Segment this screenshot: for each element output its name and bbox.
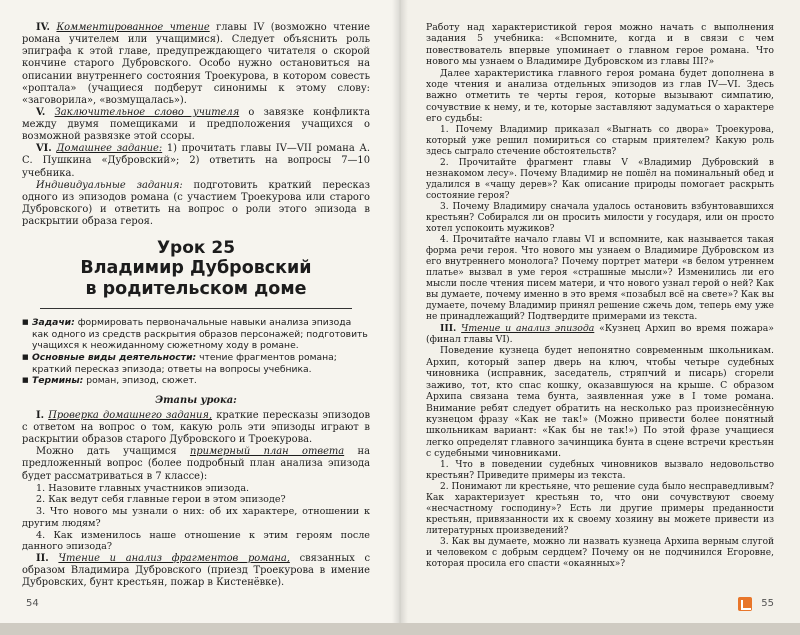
plan-item: 1. Назовите главных участников эпизода.	[36, 482, 250, 494]
question-item: 3. Как вы думаете, можно ли назвать кузнеца Архипа верным слугой и человеком с добрым сердцем? Почему он не подчинился Егоровне, которая просила его спасти «окаянных»?	[426, 536, 774, 569]
right-page	[400, 0, 800, 635]
right-column	[426, 22, 774, 570]
question-item: 1. Почему Владимир приказал «Выгнать со двора» Троекурова, который уже решил помириться со старым приятелем? Какую роль здесь сыграло стечение обстоятельств?	[426, 124, 774, 157]
para-ii: II. Чтение и анализ фрагментов романа, связанных с образом Владимира Дубровского (приезд Троекурова в имение Дубровских, бунт крестьян, пожар в Кистенёвке).	[22, 553, 371, 589]
lesson-goals	[22, 317, 370, 387]
question-item: 2. Понимают ли крестьяне, что решение суда было несправедливым? Как характеризует крестьян то, что они сочувствуют своему «несчастному господину»? Есть ли другие примеры преданности крестьян, привязанности их к своему хозяину вы можете привести из литературных произведений?	[426, 481, 774, 536]
book-gutter	[392, 0, 408, 635]
bottom-edge	[0, 623, 800, 635]
left-column	[22, 22, 370, 589]
goal-terms: ■ Термины: роман, эпизод, сюжет.	[22, 375, 370, 387]
para-individual: Индивидуальные задания: подготовить краткий пересказ одного из эпизодов романа (с участием Троекурова или старого Дубровского) и ответить на вопрос о роли этого эпизода в раскрытии образа героя.	[22, 179, 371, 227]
para-plan: Можно дать учащимся примерный план ответа на предложенный вопрос (более подробный план анализа эпизода будет рассматриваться в 7 классе):	[22, 446, 370, 482]
question-list-two	[426, 460, 774, 570]
question-item: 4. Прочитайте начало главы VI и вспомните, как называется такая форма речи героя. Что нового мы узнаем о Владимире Дубровском из его внутреннего монолога? Почему портрет матери «в белом утреннем платье» вызвал в уме героя «страшные мысли»? Изменились ли его мысли после чтения писем матери, и что нового узнал герой о ней? Как вы думаете, почему именно в это время «позабыл всё на свете»? Как вы думаете, почему Владимир принял решение сжечь дом, теперь ему уже не принадлежащий? Подтвердите примерами из текста.	[426, 234, 774, 322]
question-item: 3. Почему Владимиру сначала удалось остановить взбунтовавшихся крестьян? Собирался ли он просить милости у государя, или он просто хотел успокоить мужиков?	[426, 201, 774, 234]
para-vi: VI. Домашнее задание: 1) прочитать главы IV—VII романа А. С. Пушкина «Дубровский»; 2) ответить на вопросы 7—10 учебника.	[22, 143, 371, 179]
goal-activities: ■ Основные виды деятельности: чтение фрагментов романа; краткий пересказ эпизода; ответы на вопросы учебника.	[22, 352, 370, 375]
lesson-title: Владимир Дубровский в родительском доме	[40, 254, 352, 309]
page-number-left: 54	[26, 598, 39, 609]
para-i: I. Проверка домашнего задания, краткие пересказы эпизодов с ответом на вопрос о том, какую роль эти эпизоды играют в раскрытии образов старого Дубровского и Троекурова.	[22, 409, 371, 446]
plan-list	[22, 483, 370, 553]
question-item: 2. Прочитайте фрагмент главы V «Владимир Дубровский в незнакомом лесу». Почему Владимир не пошёл на поминальный обед и удалился в «чащу дерев»? Как описание природы помогает раскрыть состояние героя?	[426, 157, 774, 201]
publisher-logo-icon	[738, 597, 752, 611]
plan-phrase: примерный план ответа	[189, 446, 345, 458]
question-item: 1. Что в поведении судебных чиновников вызвало недовольство крестьян? Приведите примеры из текста.	[426, 459, 774, 481]
para-behavior: Поведение кузнеца будет непонятно современным школьникам. Архип, который запер дверь на ключ, чтобы четыре судебных чиновника (исправник, заседатель, стряпчий и писарь) сгорели заживо, тот, кто спас кошку, оказавшуюся на крыше. С образом Архипа связана тема бунта, заявленная уже в I томе романа. Внимание ребят следует обратить на несколько раз произнесённую кузнецом фразу «Как не так!» (Можно привести более понятный школьникам вариант: «Как бы не так!») По этой фразе учащиеся легко определят главного зачинщика бунта в сцене встречи крестьян с судебными чиновниками.	[426, 345, 774, 460]
para-iii: III. Чтение и анализ эпизода «Кузнец Архип во время пожара» (финал главы VI).	[426, 322, 774, 346]
stages-heading: Этапы урока:	[155, 394, 237, 406]
para-v: V. Заключительное слово учителя о завязке конфликта между двумя помещиками и предположения учащихся о возможной развязке этой ссоры.	[22, 106, 370, 143]
lesson-header	[22, 238, 370, 309]
para-further: Далее характеристика главного героя романа будет дополнена в ходе чтения и анализа отдельных эпизодов из глав IV—VI. Здесь важно отметить те черты героя, которые вызывают симпатию, сочувствие к нему, и те, которые заставляют задуматься о характере его судьбы:	[426, 67, 774, 125]
page-number-right: 55	[761, 598, 774, 609]
lesson-number: Урок 25	[156, 238, 236, 259]
question-list	[426, 125, 774, 323]
plan-item: 4. Как изменилось наше отношение к этим героям после данного эпизода?	[22, 529, 370, 553]
goal-tasks: ■ Задачи: формировать первоначальные навыки анализа эпизода как одного из средств раскрытия образов персонажей; подготовить учащихся к неожиданному сюжетному ходу в романе.	[22, 317, 370, 352]
para-iv: IV. Комментированное чтение главы IV (возможно чтение романа учителем или учащимися). Следует объяснить роль эпиграфа к этой главе, предупреждающего читателя о скорой кончине старого Дубровского. Особо нужно остановиться на описании внутреннего состояния Троекурова, в котором совесть «роптала» (учащиеся подберут синонимы к этому слову: «заговорила», «возмущалась»).	[22, 22, 371, 106]
para-intro: Работу над характеристикой героя можно начать с выполнения задания 5 учебника: «Вспомните, когда и в связи с чем повествователь впервые упоминает о главном герое романа. Что нового мы узнаем о Владимире Дубровском из главы III?»	[426, 22, 774, 68]
plan-item: 3. Что нового мы узнали о них: об их характере, отношении к другим людям?	[22, 506, 370, 529]
plan-item: 2. Как ведут себя главные герои в этом эпизоде?	[36, 494, 286, 506]
